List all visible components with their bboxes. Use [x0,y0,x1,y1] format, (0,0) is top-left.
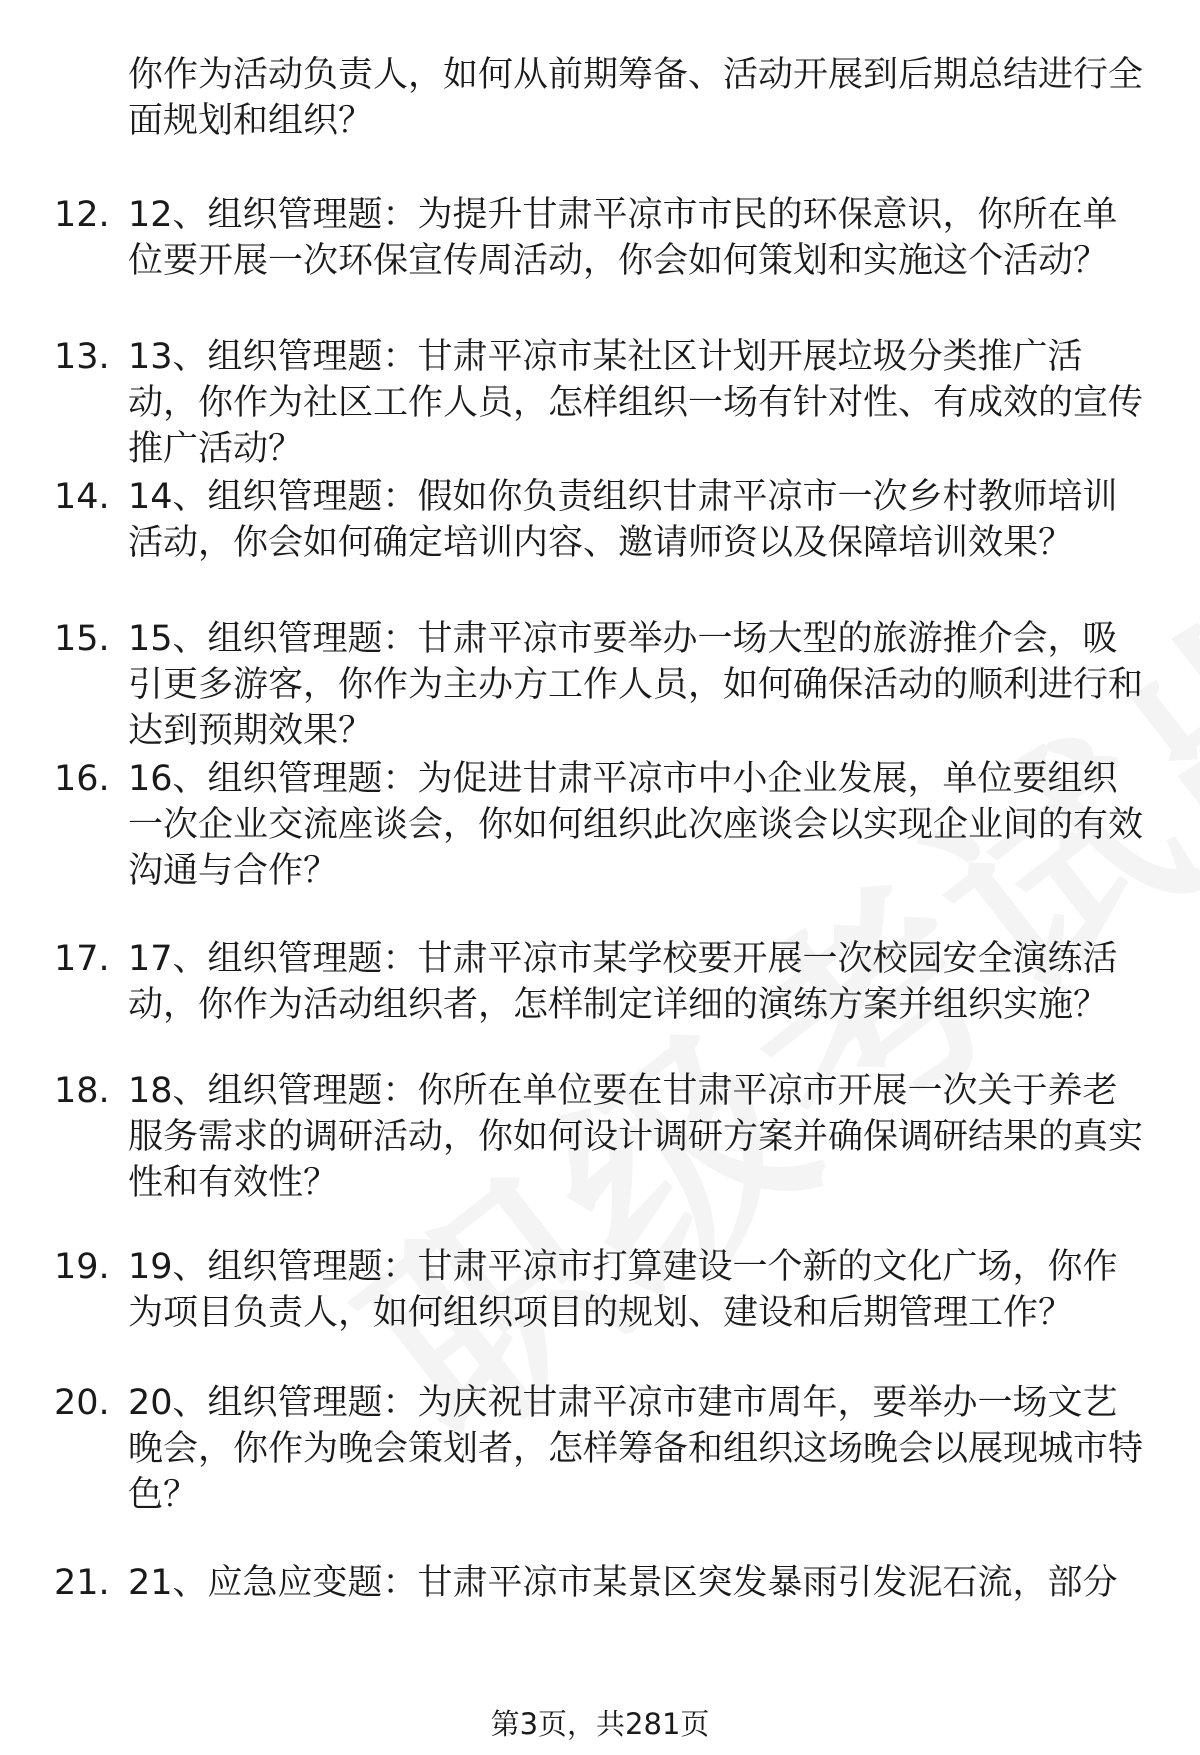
question-number: 13. [54,337,110,377]
question-number: 12. [54,195,110,235]
question-item [0,474,1200,616]
question-number: 16. [54,759,110,799]
question-item [0,334,1200,474]
question-number: 18. [54,1071,110,1111]
continued-question-text: 你作为活动负责人，如何从前期筹备、活动开展到后期总结进行全面规划和组织？ [128,55,1144,141]
question-number: 20. [54,1383,110,1423]
question-item [0,616,1200,756]
question-number: 15. [54,619,110,659]
question-item [0,1068,1200,1244]
question-text: 20、组织管理题：为庆祝甘肃平凉市建市周年，要举办一场文艺晚会，你作为晚会策划者，怎样筹备和组织这场晚会以展现城市特色？ [128,1383,1144,1515]
question-text: 18、组织管理题：你所在单位要在甘肃平凉市开展一次关于养老服务需求的调研活动，你如何设计调研方案并确保调研结果的真实性和有效性？ [128,1071,1144,1203]
question-text: 12、组织管理题：为提升甘肃平凉市市民的环保意识，你所在单位要开展一次环保宣传周活动，你会如何策划和实施这个活动？ [128,195,1118,281]
page-footer: 第3页，共281页 [490,1707,710,1741]
question-text: 15、组织管理题：甘肃平凉市要举办一场大型的旅游推介会，吸引更多游客，你作为主办方工作人员，如何确保活动的顺利进行和达到预期效果？ [128,619,1144,751]
question-text: 19、组织管理题：甘肃平凉市打算建设一个新的文化广场，你作为项目负责人，如何组织项目的规划、建设和后期管理工作？ [128,1247,1118,1333]
question-number: 17. [54,939,110,979]
question-item [0,1560,1200,1606]
question-text: 21、应急应变题：甘肃平凉市某景区突发暴雨引发泥石流，部分 [128,1563,1118,1603]
question-list [0,192,1200,1606]
question-number: 19. [54,1247,110,1287]
question-item [0,192,1200,334]
question-number: 14. [54,477,110,517]
question-item [0,1380,1200,1560]
question-text: 17、组织管理题：甘肃平凉市某学校要开展一次校园安全演练活动，你作为活动组织者，怎样制定详细的演练方案并组织实施？ [128,939,1118,1025]
question-text: 13、组织管理题：甘肃平凉市某社区计划开展垃圾分类推广活动，你作为社区工作人员，怎样组织一场有针对性、有成效的宣传推广活动？ [128,337,1144,469]
question-item [0,1244,1200,1380]
question-text: 14、组织管理题：假如你负责组织甘肃平凉市一次乡村教师培训活动，你会如何确定培训内容、邀请师资以及保障培训效果？ [128,477,1118,563]
question-item [0,936,1200,1068]
question-number: 21. [54,1563,110,1603]
question-text: 16、组织管理题：为促进甘肃平凉市中小企业发展，单位要组织一次企业交流座谈会，你如何组织此次座谈会以实现企业间的有效沟通与合作？ [128,759,1144,891]
question-item [0,756,1200,936]
